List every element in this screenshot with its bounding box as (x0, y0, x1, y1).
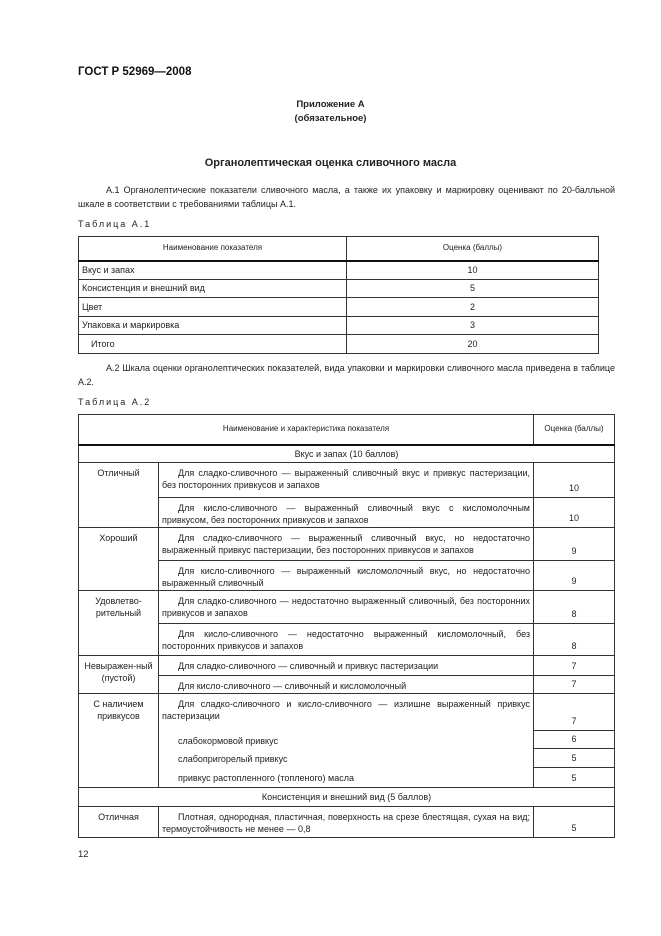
description-cell: Для сладко-сливочного — сливочный и привкус пастеризации (159, 656, 534, 676)
score-cell: 9 (534, 561, 615, 591)
cell-score: 2 (347, 298, 599, 317)
table-header-row (79, 237, 599, 261)
table-row (79, 335, 599, 354)
section-heading: Вкус и запах (10 баллов) (79, 445, 615, 463)
document-header: ГОСТ Р 52969—2008 (78, 66, 192, 78)
table2-caption: Таблица А.2 (78, 397, 152, 407)
score-cell: 5 (534, 768, 615, 788)
description-cell: Для сладко-сливочного — недостаточно выраженный сливочный, без посторонних привкусов и запахов (159, 591, 534, 624)
page-number: 12 (78, 849, 89, 860)
description-cell: Плотная, однородная, пластичная, поверхность на срезе блестящая, сухая на вид; термоустойчивость не менее — 0,8 (159, 807, 534, 838)
column-header: Наименование и характеристика показателя (79, 415, 534, 445)
table-row (79, 261, 599, 280)
grade-cell: Невыражен-ный (пустой) (79, 656, 159, 694)
paragraph-a2: А.2 Шкала оценки органолептических показателей, вида упаковки и маркировки сливочного масла приведена в таблице А.2. (78, 363, 615, 387)
description-cell: слабокормовой привкус (159, 731, 534, 749)
grade-cell: Удовлетво-рительный (79, 591, 159, 656)
score-cell: 5 (534, 749, 615, 768)
appendix-title: Приложение А (296, 99, 365, 110)
score-cell: 10 (534, 463, 615, 498)
column-header: Наименование показателя (79, 237, 347, 261)
score-cell: 8 (534, 624, 615, 656)
cell-score: 20 (347, 335, 599, 354)
table-row (79, 749, 615, 768)
table-row (79, 656, 615, 676)
grade-cell: Отличный (79, 463, 159, 528)
appendix-heading (0, 98, 661, 126)
table-row (79, 591, 615, 624)
description-cell: Для кисло-сливочного — выраженный сливочный вкус с кисломолочным привкусом, без посторонних привкусов и запахов (159, 498, 534, 528)
description-cell: слабопригорелый привкус (159, 749, 534, 768)
description-cell: Для сладко-сливочного и кисло-сливочного — излишне выраженный привкус пастеризации (159, 694, 534, 731)
table-row (79, 298, 599, 317)
score-cell: 7 (534, 676, 615, 694)
table-row (79, 768, 615, 788)
cell-score: 10 (347, 261, 599, 280)
description-cell: Для сладко-сливочного — выраженный сливочный вкус и привкус пастеризации, без посторонних привкусов и запахов (159, 463, 534, 498)
score-cell: 9 (534, 528, 615, 561)
paragraph-a1: А.1 Органолептические показатели сливочного масла, а также их упаковку и маркировку оценивают по 20-балльной шкале в соответствии с требованиями таблицы А.1. (78, 185, 615, 209)
description-cell: Для кисло-сливочного — выраженный кисломолочный вкус, но недостаточно выраженный сливочный (159, 561, 534, 591)
table-row (79, 676, 615, 694)
table-row (79, 807, 615, 838)
score-cell: 8 (534, 591, 615, 624)
grade-cell: С наличием привкусов (79, 694, 159, 788)
table-row (79, 279, 599, 298)
section-row (79, 788, 615, 807)
table-a1 (78, 236, 599, 354)
table-row (79, 731, 615, 749)
cell-name: Цвет (79, 298, 347, 317)
table-a2 (78, 414, 615, 838)
description-cell: Для кисло-сливочного — недостаточно выраженный кисломолочный, без посторонних привкусов и запахов (159, 624, 534, 656)
grade-cell: Хороший (79, 528, 159, 591)
description-cell: Для кисло-сливочного — сливочный и кисломолочный (159, 676, 534, 694)
cell-name: Упаковка и маркировка (79, 316, 347, 335)
cell-name: Вкус и запах (79, 261, 347, 280)
description-cell: привкус растопленного (топленого) масла (159, 768, 534, 788)
score-cell: 7 (534, 694, 615, 731)
table-row (79, 528, 615, 561)
section-title: Органолептическая оценка сливочного масла (204, 157, 457, 169)
score-cell: 6 (534, 731, 615, 749)
section-row (79, 445, 615, 463)
table-row (79, 561, 615, 591)
table-header-row (79, 415, 615, 445)
table-row (79, 624, 615, 656)
score-cell: 10 (534, 498, 615, 528)
column-header: Оценка (баллы) (347, 237, 599, 261)
table-row (79, 498, 615, 528)
table-row (79, 316, 599, 335)
table-row (79, 463, 615, 498)
table1-caption: Таблица А.1 (78, 219, 152, 229)
description-cell: Для сладко-сливочного — выраженный сливочный вкус, но недостаточно выраженный привкус пастеризации, без посторонних привкусов и запахов (159, 528, 534, 561)
score-cell: 7 (534, 656, 615, 676)
appendix-note: (обязательное) (294, 113, 367, 124)
cell-score: 5 (347, 279, 599, 298)
column-header: Оценка (баллы) (534, 415, 615, 445)
score-cell: 5 (534, 807, 615, 838)
cell-name: Итого (79, 335, 347, 354)
cell-name: Консистенция и внешний вид (79, 279, 347, 298)
section-heading: Консистенция и внешний вид (5 баллов) (79, 788, 615, 807)
grade-cell: Отличная (79, 807, 159, 838)
cell-score: 3 (347, 316, 599, 335)
table-row (79, 694, 615, 731)
